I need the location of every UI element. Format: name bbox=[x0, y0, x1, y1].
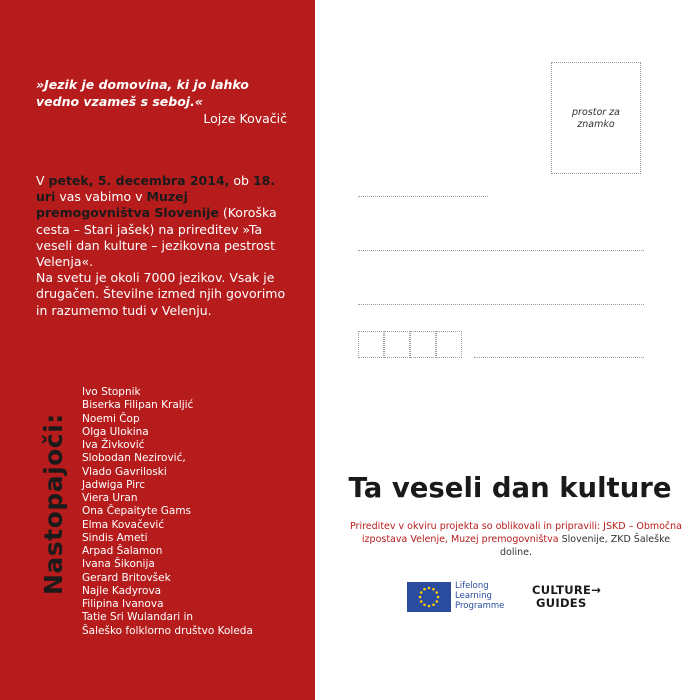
performer-name: Arpad Šalamon bbox=[82, 545, 163, 557]
performer-name: Biserka Filipan Kraljić bbox=[82, 399, 194, 412]
culture-guides-logo bbox=[532, 584, 601, 609]
stamp-label bbox=[552, 107, 640, 131]
eu-flag-icon bbox=[407, 582, 451, 612]
address-line bbox=[358, 304, 644, 305]
performer-name: Tatie Sri Wulandari in bbox=[82, 611, 194, 624]
performer-name: Ona Čepaityte Gams bbox=[82, 505, 192, 518]
performers-title: Nastopajoči: bbox=[39, 413, 68, 595]
postal-code-box bbox=[410, 331, 436, 358]
culture-logo-bottom: GUIDES bbox=[536, 595, 587, 610]
performer-name: Iva Živković bbox=[82, 439, 145, 451]
city-line bbox=[474, 357, 644, 358]
event-day: petek, 5. decembra 2014, bbox=[48, 173, 230, 188]
postal-code-box bbox=[436, 331, 462, 358]
eu-stars-icon bbox=[407, 582, 451, 612]
address-line bbox=[358, 250, 644, 251]
organizers-highlight: Prireditev v okviru projekta so oblikovali in pripravili: JSKD – Območna izpostava Velenje, Muzej premogovništva bbox=[350, 521, 682, 545]
organizers-text bbox=[350, 520, 682, 559]
stamp-label-line1: prostor za bbox=[572, 107, 620, 118]
performers-list bbox=[82, 386, 307, 638]
event-name: Ta veseli dan kulture – jezikovna pestrost Velenja bbox=[36, 221, 276, 270]
intro-text-4: (Koroška cesta – Stari jašek) na prireditev » bbox=[36, 205, 277, 237]
address-line bbox=[358, 196, 488, 197]
intro-text-2: ob bbox=[229, 173, 253, 188]
lifelong-learning-logo bbox=[455, 581, 504, 612]
quote-text-line1: »Jezik je domovina, ki jo lahko bbox=[36, 77, 249, 92]
postal-code-box bbox=[384, 331, 410, 358]
performer-name: Elma Kovačević bbox=[82, 518, 165, 531]
stamp-area bbox=[551, 62, 641, 174]
main-title: Ta veseli dan kulture bbox=[348, 472, 672, 504]
stamp-label-line2: znamko bbox=[577, 119, 615, 130]
event-description bbox=[36, 173, 291, 319]
performer-name: Gerard Britovšek bbox=[82, 571, 171, 584]
performer-name: Jadwiga Pirc bbox=[82, 478, 146, 491]
performer-name: Ivana Šikonija bbox=[82, 558, 155, 571]
event-hour: 18. uri bbox=[36, 173, 276, 205]
lifelong-line2: Learning bbox=[455, 591, 492, 602]
performer-name: Filipina Ivanova bbox=[82, 598, 164, 610]
performer-name: Viera Uran bbox=[82, 492, 138, 504]
invitation-panel bbox=[0, 0, 315, 700]
performer-name: Noemi Čop bbox=[82, 412, 140, 425]
organizers-rest: Slovenije, ZKD Šaleške doline. bbox=[499, 534, 671, 558]
performer-name: Slobodan Nezirović, bbox=[82, 452, 186, 465]
intro-text-5: «. bbox=[81, 254, 94, 270]
quote-block bbox=[36, 76, 291, 127]
performer-name: Vlado Gavriloski bbox=[82, 465, 167, 478]
intro-text-1: V bbox=[36, 173, 49, 188]
quote-text-line2: vedno vzameš s seboj.« bbox=[36, 94, 203, 109]
lifelong-line1: Lifelong bbox=[455, 581, 489, 591]
quote-author: Lojze Kovačič bbox=[203, 111, 287, 126]
event-venue: Muzej premogovništva Slovenije bbox=[36, 189, 219, 221]
postal-code-box bbox=[358, 331, 384, 358]
culture-logo-top: CULTURE→ bbox=[532, 583, 602, 597]
performer-name: Najle Kadyrova bbox=[82, 584, 162, 597]
intro-languages: Na svetu je okoli 7000 jezikov. Vsak je drugačen. Številne izmed njih govorimo in razumemo tudi v Velenju. bbox=[36, 270, 286, 318]
performer-name: Olga Ulokina bbox=[82, 425, 149, 438]
performer-name: Šaleško folklorno društvo Koleda bbox=[82, 624, 253, 637]
performer-name: Sindis Ameti bbox=[82, 531, 148, 544]
performer-name: Ivo Stopnik bbox=[82, 386, 141, 398]
intro-text-3: vas vabimo v bbox=[55, 189, 147, 205]
lifelong-line3: Programme bbox=[455, 601, 505, 612]
